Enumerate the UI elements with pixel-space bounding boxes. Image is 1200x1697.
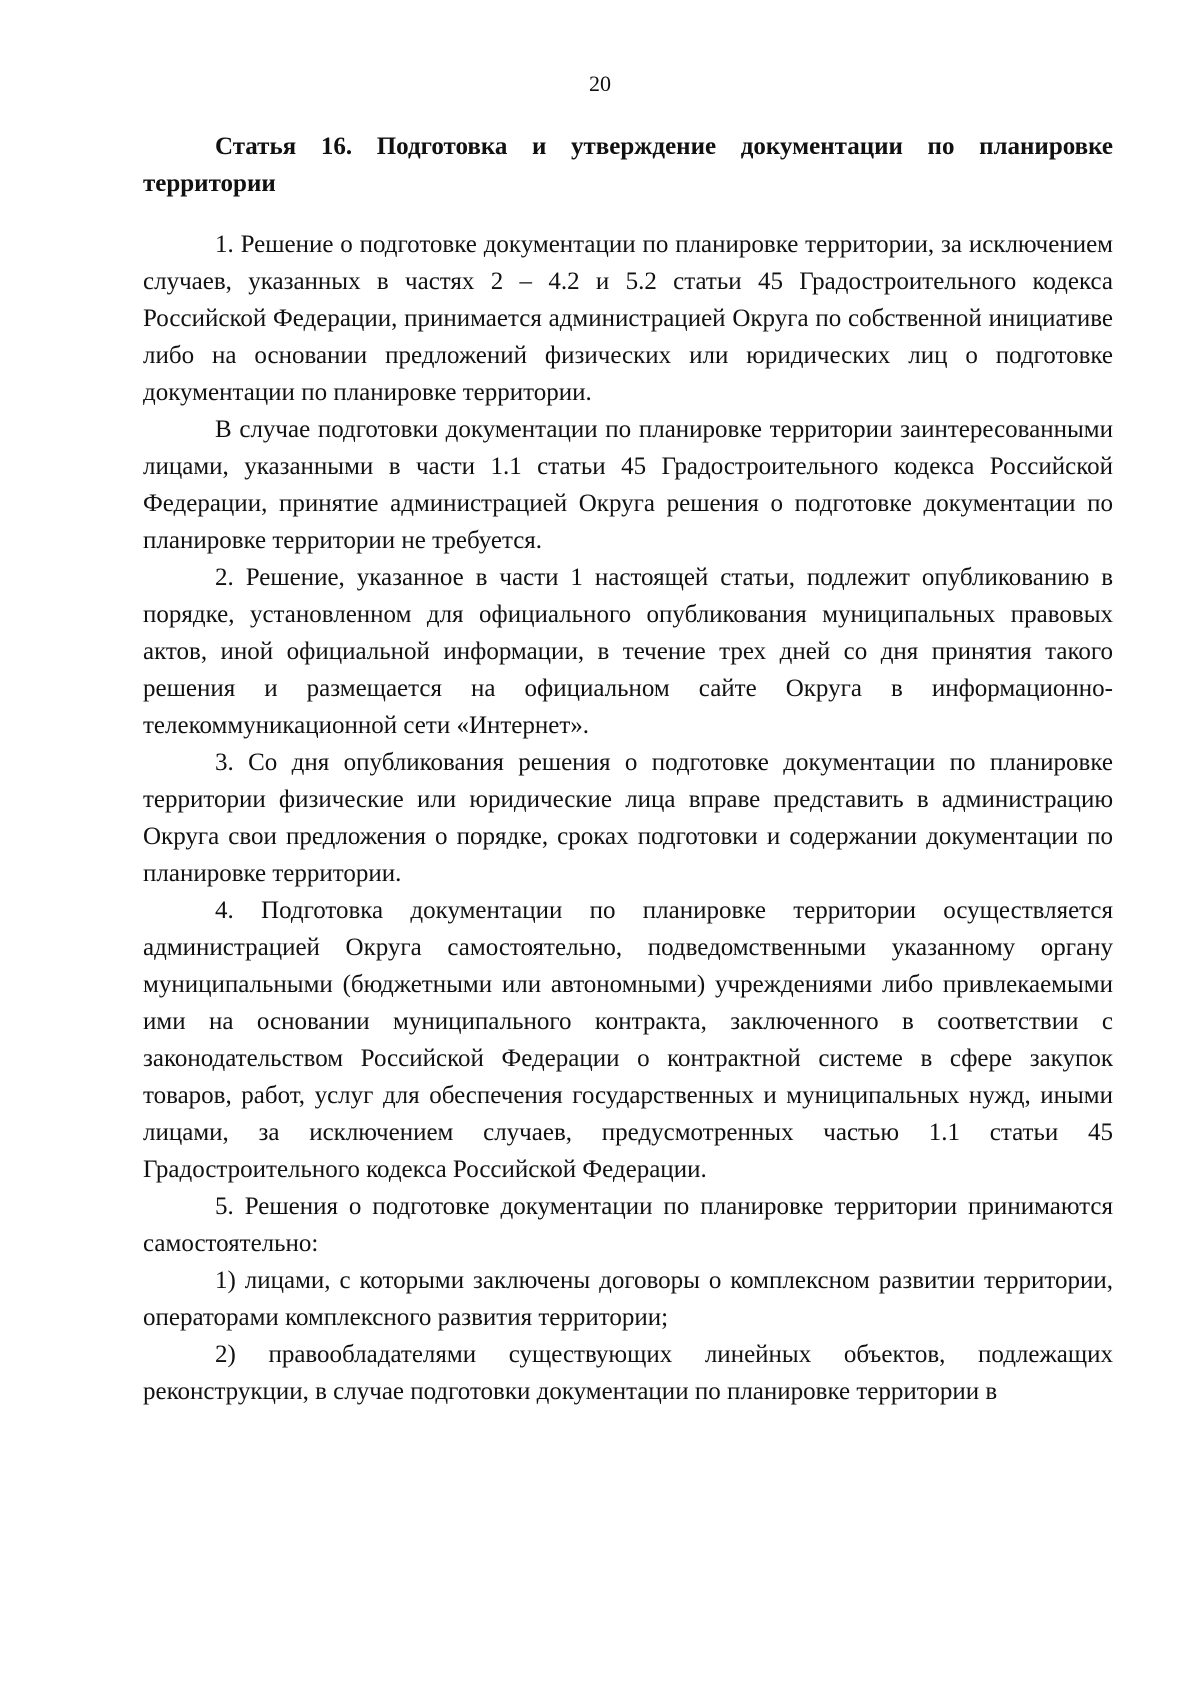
paragraph-5: 5. Решения о подготовке документации по планировке территории принимаются самостоятельно: <box>143 1193 1113 1257</box>
paragraph-2: 2. Решение, указанное в части 1 настоящей статьи, подлежит опубликованию в порядке, установленном для официального опубликования муниципальных правовых актов, иной официальной информации, в течение трех дней со дня принятия такого решения и размещается на официальном сайте Округа в информационно-телекоммуникационной сети «Интернет». <box>143 564 1113 739</box>
paragraph-1: 1. Решение о подготовке документации по планировке территории, за исключением случаев, указанных в частях 2 – 4.2 и 5.2 статьи 45 Градостроительного кодекса Российской Федерации, принимается администрацией Округа по собственной инициативе либо на основании предложений физических или юридических лиц о подготовке документации по планировке территории. <box>143 231 1113 406</box>
paragraph-3: 3. Со дня опубликования решения о подготовке документации по планировке территории физические или юридические лица вправе представить в администрацию Округа свои предложения о порядке, сроках подготовки и содержании документации по планировке территории. <box>143 749 1113 887</box>
paragraph-5-item-1: 1) лицами, с которыми заключены договоры о комплексном развитии территории, операторами комплексного развития территории; <box>143 1267 1113 1331</box>
page-number: 20 <box>589 71 611 96</box>
paragraph-1-continuation: В случае подготовки документации по планировке территории заинтересованными лицами, указанными в части 1.1 статьи 45 Градостроительного кодекса Российской Федерации, принятие администрацией Округа решения о подготовке документации по планировке территории не требуется. <box>143 416 1113 554</box>
article-title: Статья 16. Подготовка и утверждение документации по планировке территории <box>143 133 1113 197</box>
paragraph-4: 4. Подготовка документации по планировке территории осуществляется администрацией Округа самостоятельно, подведомственными указанному органу муниципальными (бюджетными или автономными) учреждениями либо привлекаемыми ими на основании муниципального контракта, заключенного в соответствии с законодательством Российской Федерации о контрактной системе в сфере закупок товаров, работ, услуг для обеспечения государственных и муниципальных нужд, иными лицами, за исключением случаев, предусмотренных частью 1.1 статьи 45 Градостроительного кодекса Российской Федерации. <box>143 897 1113 1183</box>
paragraph-5-item-2: 2) правообладателями существующих линейных объектов, подлежащих реконструкции, в случае подготовки документации по планировке территории в <box>143 1341 1113 1405</box>
document-body <box>143 128 1113 1410</box>
